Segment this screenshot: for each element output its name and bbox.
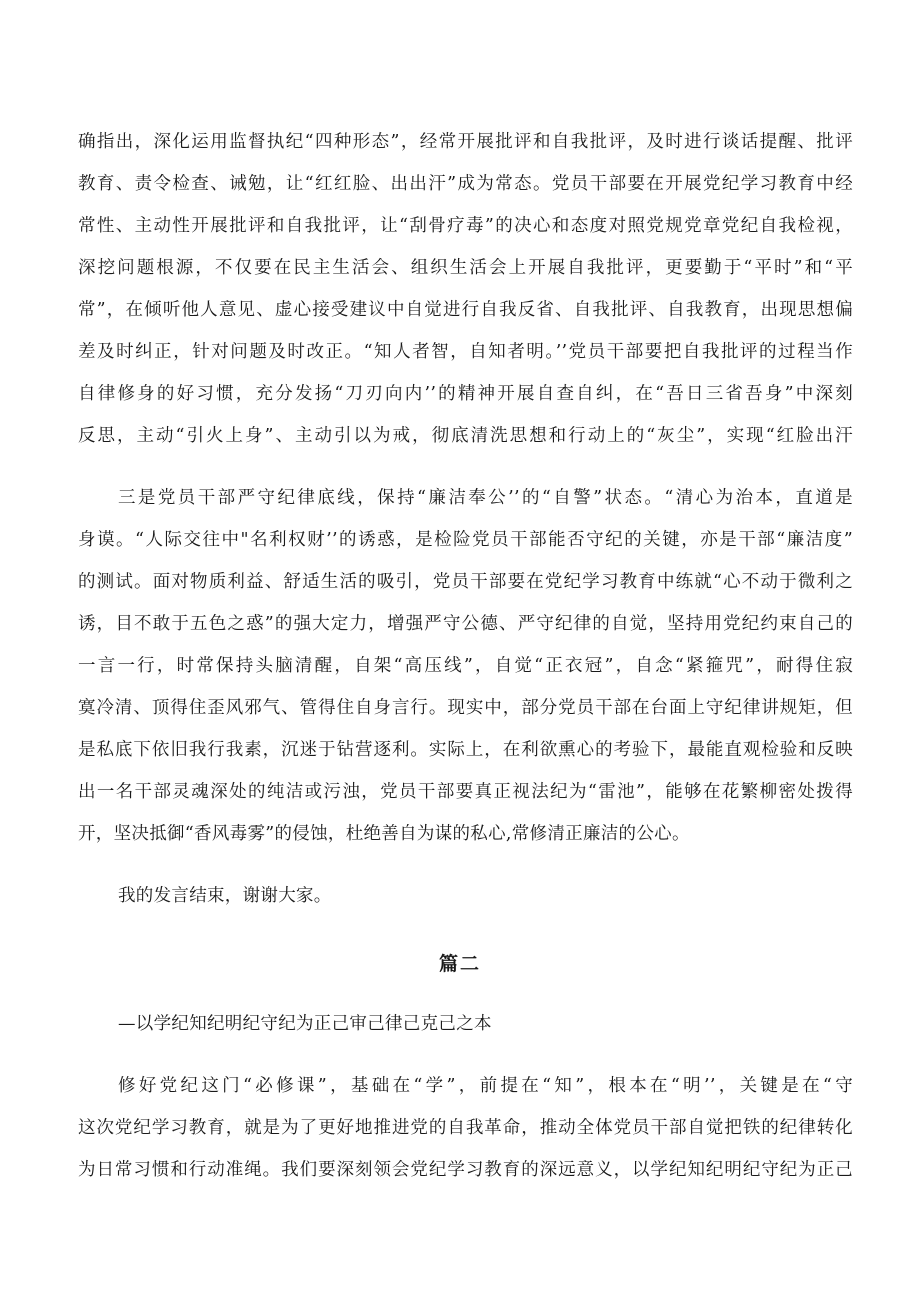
text-line: 是私底下依旧我行我素，沉迷于钻营逐利。实际上，在利欲熏心的考验下，最能直观检验和反映	[78, 740, 853, 760]
text-line: 深挖问题根源，不仅要在民主生活会、组织生活会上开展自我批评，更要勤于“平时”和“平	[78, 258, 853, 278]
section-title: 篇二	[438, 953, 481, 975]
text-line: 常性、主动性开展批评和自我批评，让“刮骨疗毒”的决心和态度对照党规党章党纪自我检视，	[78, 216, 853, 236]
text-line: 三是党员干部严守纪律底线，保持“廉洁奉公’’的“自警”状态。“清心为治本，直道是	[118, 488, 853, 508]
text-line: 的测试。面对物质利益、舒适生活的吸引，党员干部要在党纪学习教育中练就“心不动于微利之	[78, 572, 853, 592]
text-line: 为日常习惯和行动准绳。我们要深刻领会党纪学习教育的深远意义，以学纪知纪明纪守纪为正己	[78, 1160, 853, 1180]
closing-remark: 我的发言结束，谢谢大家。	[118, 886, 332, 906]
text-line: 差及时纠正，针对问题及时改正。“知人者智，自知者明。’’党员干部要把自我批评的过程当作	[78, 342, 853, 362]
text-line: 寞冷清、顶得住歪风邪气、管得住自身言行。现实中，部分党员干部在台面上守纪律讲规矩，但	[78, 698, 853, 718]
text-line: 确指出，深化运用监督执纪“四种形态”，经常开展批评和自我批评，及时进行谈话提醒、批评	[78, 132, 853, 152]
text-line: 身谟。“人际交往中"名利权财’’的诱惑，是检险党员干部能否守纪的关键，亦是干部“廉洁度”	[78, 530, 853, 550]
text-line: 开，坚决抵御“香风毒雾”的侵蚀，杜绝善自为谋的私心,常修清正廉洁的公心。	[78, 824, 690, 844]
text-line: 反思，主动“引火上身”、主动引以为戒，彻底清洗思想和行动上的“灰尘”，实现“红脸出汗	[78, 426, 853, 446]
text-line: 常”，在倾听他人意见、虚心接受建议中自觉进行自我反省、自我批评、自我教育，出现思想偏	[78, 300, 853, 320]
text-line: 自律修身的好习惯，充分发扬“刀刃向内’’的精神开展自查自纠，在“吾日三省吾身”中深刻	[78, 384, 853, 404]
text-line: 一言一行，时常保持头脑清醒，自架“高压线”，自觉“正衣冠”，自念“紧箍咒”，耐得住寂	[78, 656, 853, 676]
text-line: 这次党纪学习教育，就是为了更好地推进党的自我革命，推动全体党员干部自觉把铁的纪律转化	[78, 1118, 853, 1138]
text-line: 出一名干部灵魂深处的纯洁或污浊，党员干部要真正视法纪为“雷池”，能够在花繁柳密处拨得	[78, 782, 853, 802]
text-line: 诱，目不敢于五色之惑”的强大定力，增强严守公德、严守纪律的自觉，坚持用党纪约束自己的	[78, 614, 853, 634]
text-line: 教育、责令检查、诫勉，让“红红脸、出出汗”成为常态。党员干部要在开展党纪学习教育中经	[78, 174, 853, 194]
text-line: 修好党纪这门“必修课”，基础在“学”，前提在“知”，根本在“明’’，关键是在“守	[118, 1076, 853, 1096]
section-subtitle: —以学纪知纪明纪守纪为正己审己律己克己之本	[118, 1014, 492, 1034]
